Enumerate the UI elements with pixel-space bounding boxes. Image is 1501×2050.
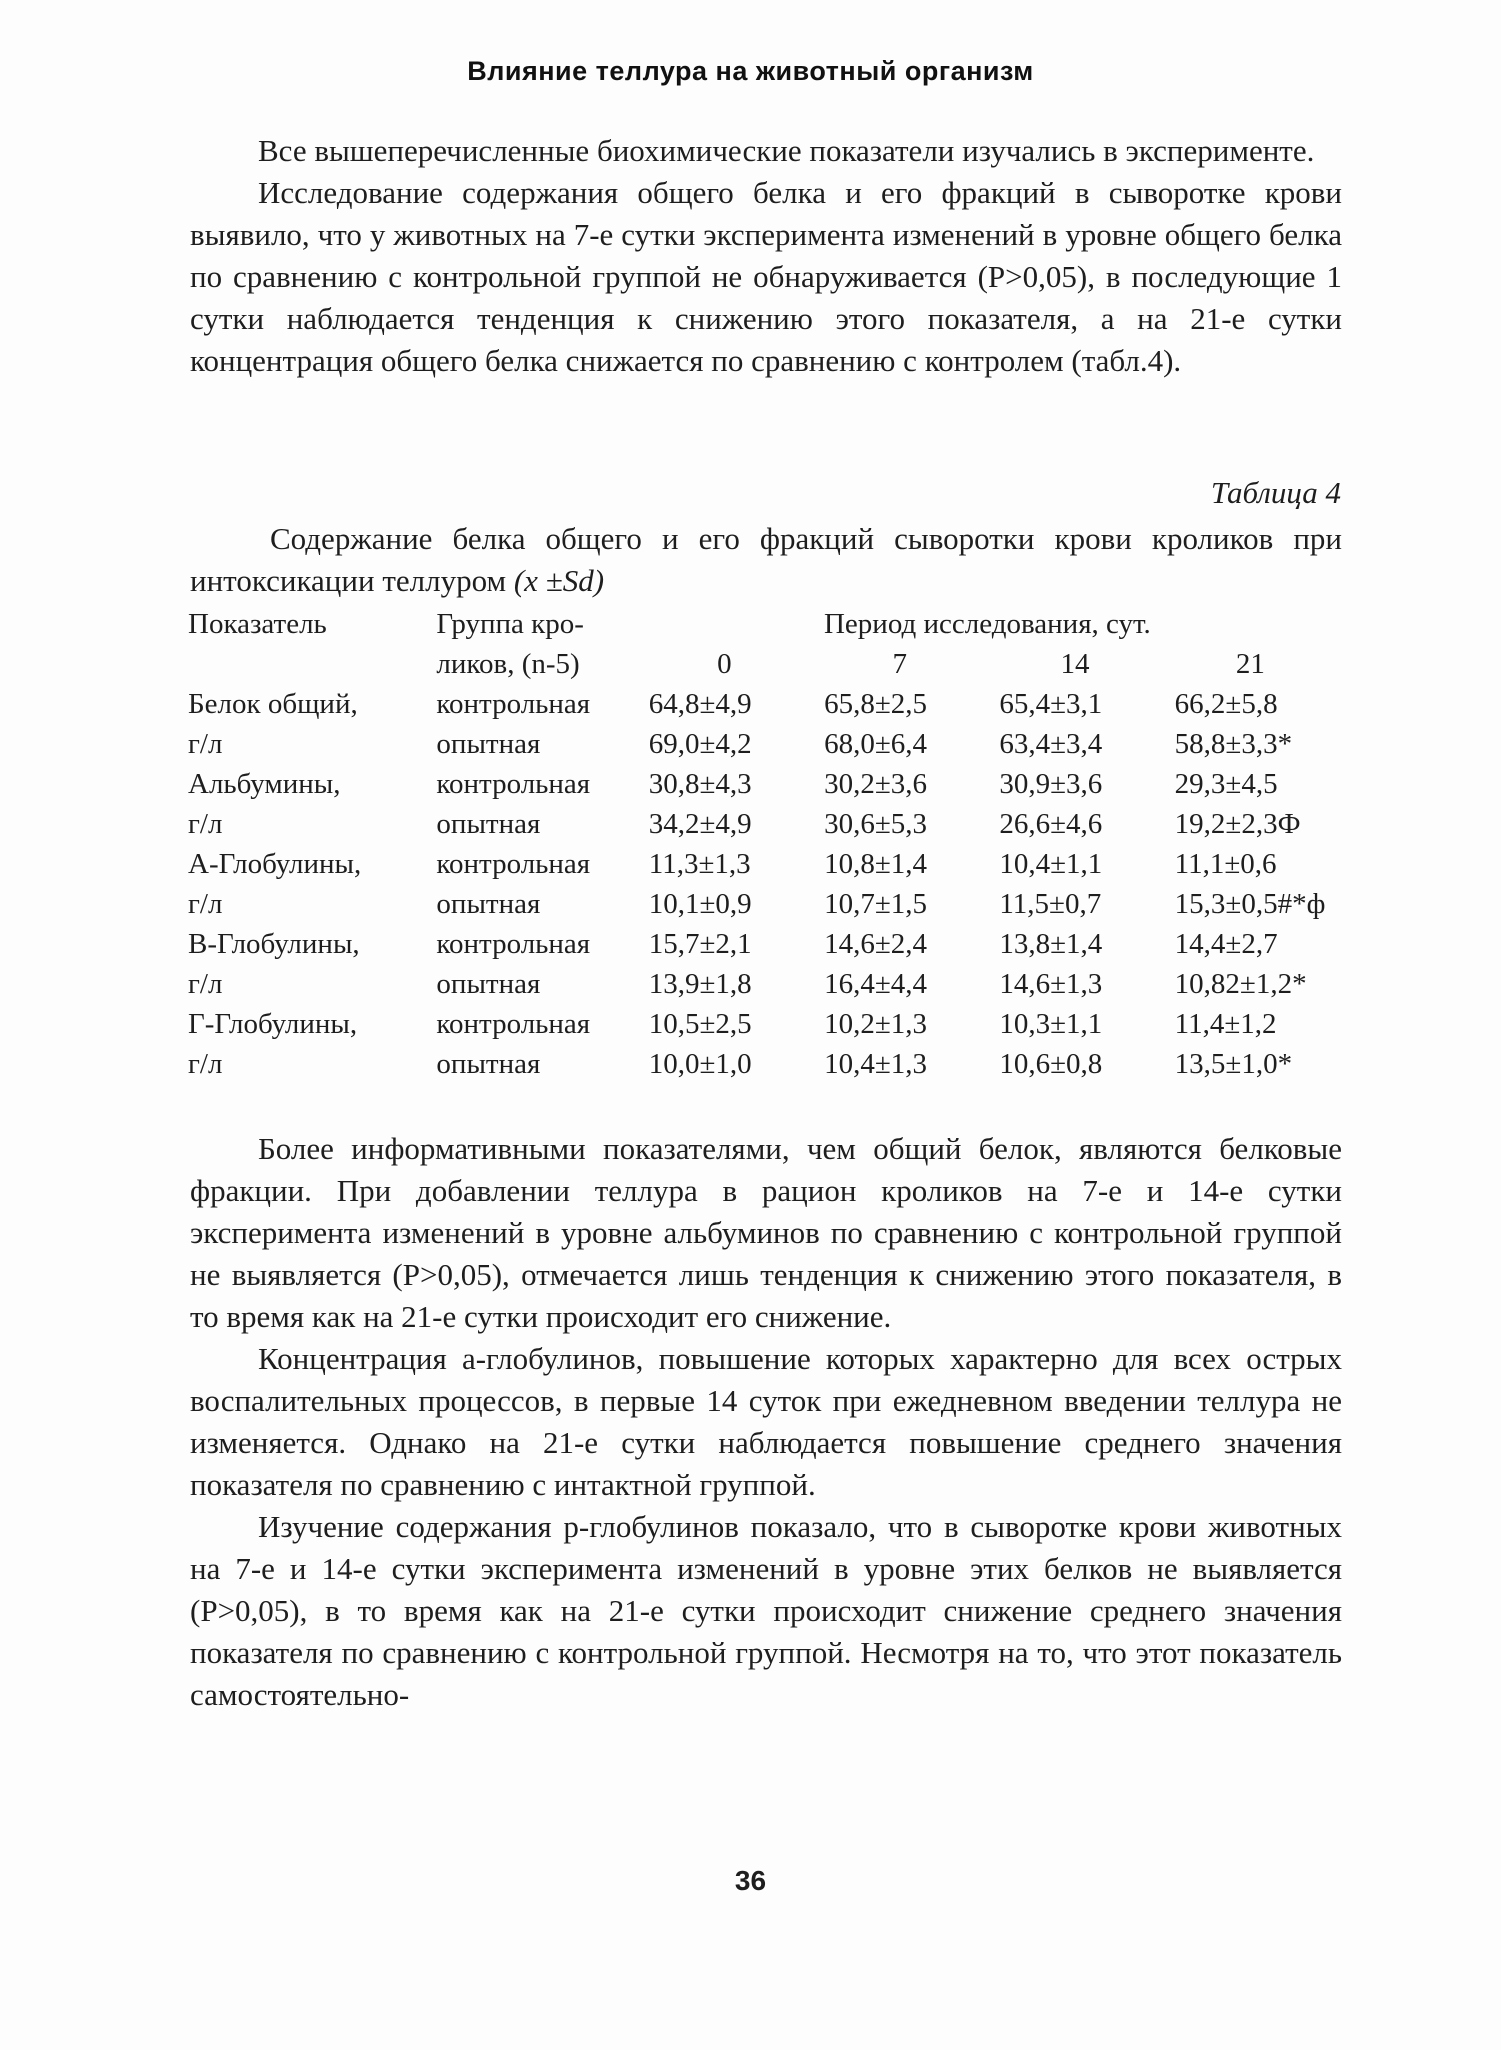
discussion-text [190,1128,1342,1716]
value-cell: 11,1±0,6 [1174,847,1277,880]
indicator-cell: г/л [188,967,223,1000]
header-day: 21 [1235,647,1265,680]
value-cell: 11,3±1,3 [648,847,751,880]
value-cell: 14,6±2,4 [824,927,927,960]
page-number: 36 [734,1865,767,1896]
value-cell: 10,2±1,3 [824,1007,927,1040]
group-cell: опытная [436,727,541,760]
header-period: Период исследования, сут. [823,607,1151,640]
value-cell: 15,3±0,5#*ф [1174,887,1326,920]
value-cell: 16,4±4,4 [824,967,927,1000]
value-cell: 13,5±1,0* [1174,1047,1293,1080]
table-body [188,684,1338,1084]
value-cell: 65,4±3,1 [999,687,1103,720]
value-cell: 65,8±2,5 [824,687,927,720]
header-day: 7 [892,647,907,680]
table-row [188,684,1338,724]
table-row [188,1004,1338,1044]
value-cell: 58,8±3,3* [1174,727,1293,760]
value-cell: 11,4±1,2 [1174,1007,1277,1040]
table-caption-text: Содержание белка общего и его фракций сыворотки крови кроликов при интоксикации теллуром [190,521,1342,598]
value-cell: 10,4±1,1 [999,847,1103,880]
value-cell: 10,5±2,5 [648,1007,752,1040]
value-cell: 19,2±2,3Ф [1174,807,1301,840]
value-cell: 26,6±4,6 [999,807,1103,840]
header-group-cont: ликов, (n-5) [436,647,580,680]
table-row [188,804,1338,844]
value-cell: 66,2±5,8 [1174,687,1278,720]
header-day: 0 [717,647,732,680]
group-cell: контрольная [436,767,591,800]
header-day: 14 [1060,647,1090,680]
group-cell: опытная [436,967,541,1000]
value-cell: 30,9±3,6 [999,767,1103,800]
value-cell: 10,1±0,9 [648,887,752,920]
indicator-cell: А-Глобулины, [188,847,362,880]
value-cell: 10,7±1,5 [824,887,927,920]
value-cell: 14,4±2,7 [1174,927,1278,960]
paragraph: Концентрация а-глобулинов, повышение которых характерно для всех острых воспалительных процессов, в первые 14 суток при ежедневном введении теллура не изменяется. Однако на 21-е сутки наблюдается повышение среднего значения показателя по сравнению с интактной группой. [190,1341,1342,1502]
paragraph: Все вышеперечисленные биохимические показатели изучались в эксперименте. [258,133,1315,168]
table-header-row [188,644,1338,684]
group-cell: опытная [436,807,541,840]
table-label: Таблица 4 [1210,475,1341,510]
table-row [188,1044,1338,1084]
table-row [188,924,1338,964]
value-cell: 68,0±6,4 [824,727,927,760]
value-cell: 29,3±4,5 [1174,767,1278,800]
value-cell: 64,8±4,9 [648,687,752,720]
indicator-cell: г/л [188,807,223,840]
value-cell: 15,7±2,1 [648,927,752,960]
value-cell: 30,6±5,3 [824,807,927,840]
group-cell: опытная [436,1047,541,1080]
indicator-cell: г/л [188,887,223,920]
value-cell: 10,82±1,2* [1174,967,1307,1000]
table-row [188,884,1338,924]
value-cell: 69,0±4,2 [648,727,752,760]
header-indicator: Показатель [188,607,327,640]
indicator-cell: В-Глобулины, [188,927,360,960]
indicator-cell: Г-Глобулины, [188,1007,358,1040]
value-cell: 10,6±0,8 [999,1047,1103,1080]
table-row [188,844,1338,884]
value-cell: 30,8±4,3 [648,767,752,800]
group-cell: контрольная [436,1007,591,1040]
running-head: Влияние теллура на животный организм [467,56,1034,86]
table-row [188,724,1338,764]
value-cell: 11,5±0,7 [999,887,1102,920]
value-cell: 30,2±3,6 [824,767,927,800]
group-cell: контрольная [436,687,591,720]
table-header-row [188,604,1338,644]
value-cell: 10,4±1,3 [824,1047,927,1080]
value-cell: 10,0±1,0 [648,1047,752,1080]
header-group: Группа кро- [436,607,584,640]
table-row [188,764,1338,804]
indicator-cell: Альбумины, [188,767,341,800]
value-cell: 10,3±1,1 [999,1007,1103,1040]
group-cell: опытная [436,887,541,920]
paragraph: Более информативными показателями, чем общий белок, являются белковые фракции. При добавлении теллура в рацион кроликов на 7-е и 14-е сутки эксперимента изменений в уровне альбуминов по сравнению с контрольной группой не выявляется (Р>0,05), отмечается лишь тенденция к снижению этого показателя, в то время как на 21-е сутки происходит его снижение. [190,1131,1342,1334]
paragraph: Изучение содержания р-глобулинов показало, что в сыворотке крови животных на 7-е и 14-е сутки эксперимента изменений в уровне этих белков не выявляется (Р>0,05), в то время как на 21-е сутки происходит снижение среднего значения показателя по сравнению с контрольной группой. Несмотря на то, что этот показатель самостоятельно- [190,1509,1342,1712]
table-row [188,964,1338,1004]
indicator-cell: г/л [188,727,223,760]
value-cell: 34,2±4,9 [648,807,752,840]
group-cell: контрольная [436,927,591,960]
indicator-cell: г/л [188,1047,223,1080]
value-cell: 14,6±1,3 [999,967,1103,1000]
value-cell: 10,8±1,4 [824,847,927,880]
group-cell: контрольная [436,847,591,880]
value-cell: 63,4±3,4 [999,727,1103,760]
table-caption-formula: (x ±Sd) [513,563,605,598]
protein-table [188,604,1338,1084]
table-caption [190,518,1342,602]
indicator-cell: Белок общий, [188,687,358,720]
paragraph: Исследование содержания общего белка и его фракций в сыворотке крови выявило, что у животных на 7-е сутки эксперимента изменений в уровне общего белка по сравнению с контрольной группой не обнаруживается (Р>0,05), в последующие 1 сутки наблюдается тенденция к снижению этого показателя, а на 21-е сутки концентрация общего белка снижается по сравнению с контролем (табл.4). [190,175,1342,378]
value-cell: 13,8±1,4 [999,927,1103,960]
intro-text [190,130,1342,382]
value-cell: 13,9±1,8 [648,967,752,1000]
